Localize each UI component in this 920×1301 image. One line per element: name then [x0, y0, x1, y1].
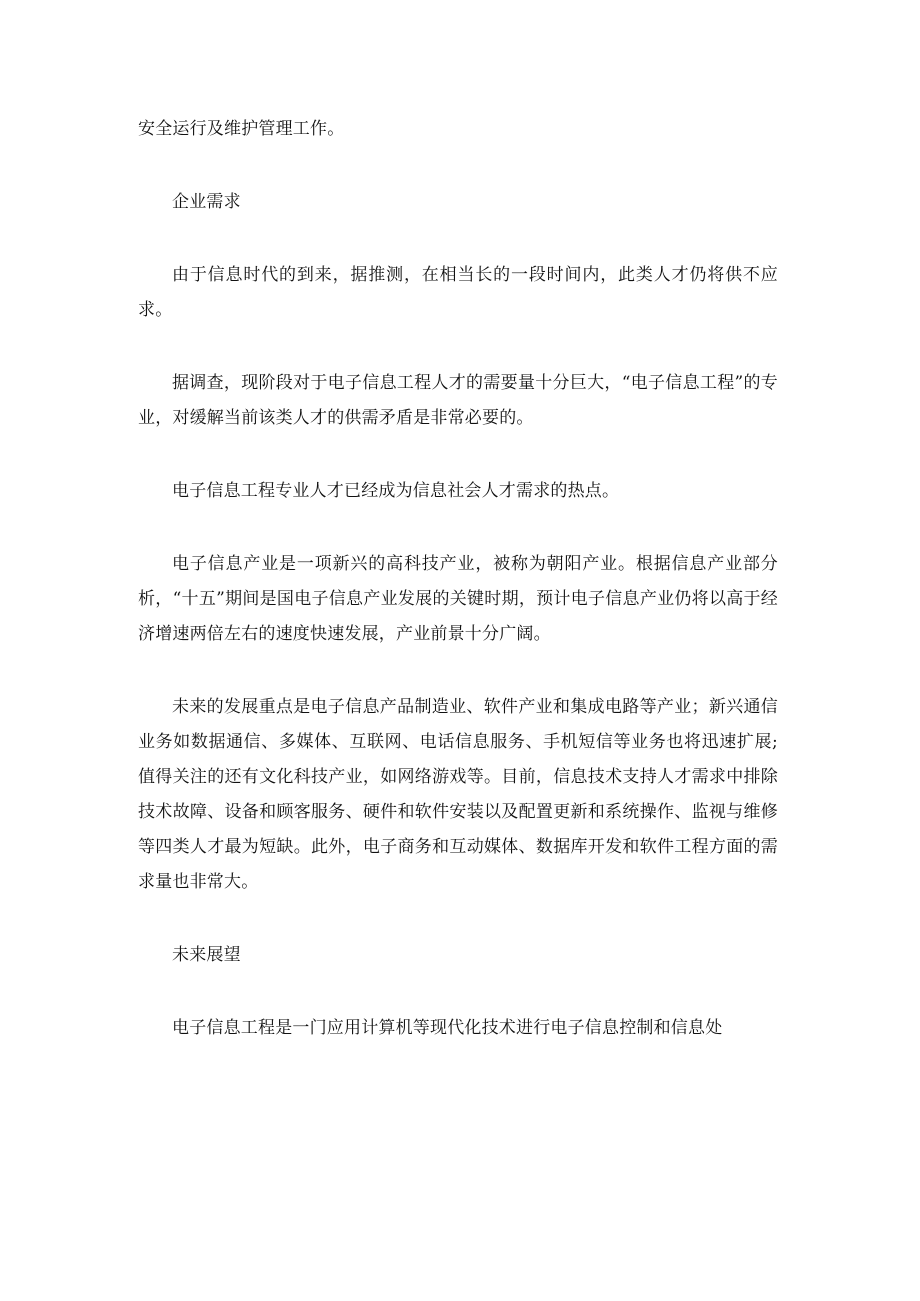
paragraph: 由于信息时代的到来，据推测，在相当长的一段时间内，此类人才仍将供不应求。 — [138, 265, 778, 320]
paragraph: 据调查，现阶段对于电子信息工程人才的需要量十分巨大，“电子信息工程”的专业，对缓解当前该类人才的供需矛盾是非常必要的。 — [138, 373, 778, 428]
paragraph: 电子信息产业是一项新兴的高科技产业，被称为朝阳产业。根据信息产业部分析，“十五”期间是国电子信息产业发展的关键时期，预计电子信息产业仍将以高于经济增速两倍左右的速度快速发展，产业前景十分广阔。 — [138, 554, 778, 644]
document-body — [138, 112, 778, 1046]
paragraph-continuation: 安全运行及维护管理工作。 — [138, 119, 345, 139]
section-heading-future-outlook: 未来展望 — [172, 945, 241, 965]
paragraph: 电子信息工程专业人才已经成为信息社会人才需求的热点。 — [172, 481, 620, 501]
section-heading-enterprise-demand: 企业需求 — [172, 192, 241, 212]
paragraph: 未来的发展重点是电子信息产品制造业、软件产业和集成电路等产业；新兴通信业务如数据通信、多媒体、互联网、电话信息服务、手机短信等业务也将迅速扩展;值得关注的还有文化科技产业，如网络游戏等。目前，信息技术支持人才需求中排除技术故障、设备和顾客服务、硬件和软件安装以及配置更新和系统操作、监视与维修等四类人才最为短缺。此外，电子商务和互动媒体、数据库开发和软件工程方面的需求量也非常大。 — [138, 697, 778, 892]
paragraph: 电子信息工程是一门应用计算机等现代化技术进行电子信息控制和信息处 — [172, 1018, 723, 1038]
